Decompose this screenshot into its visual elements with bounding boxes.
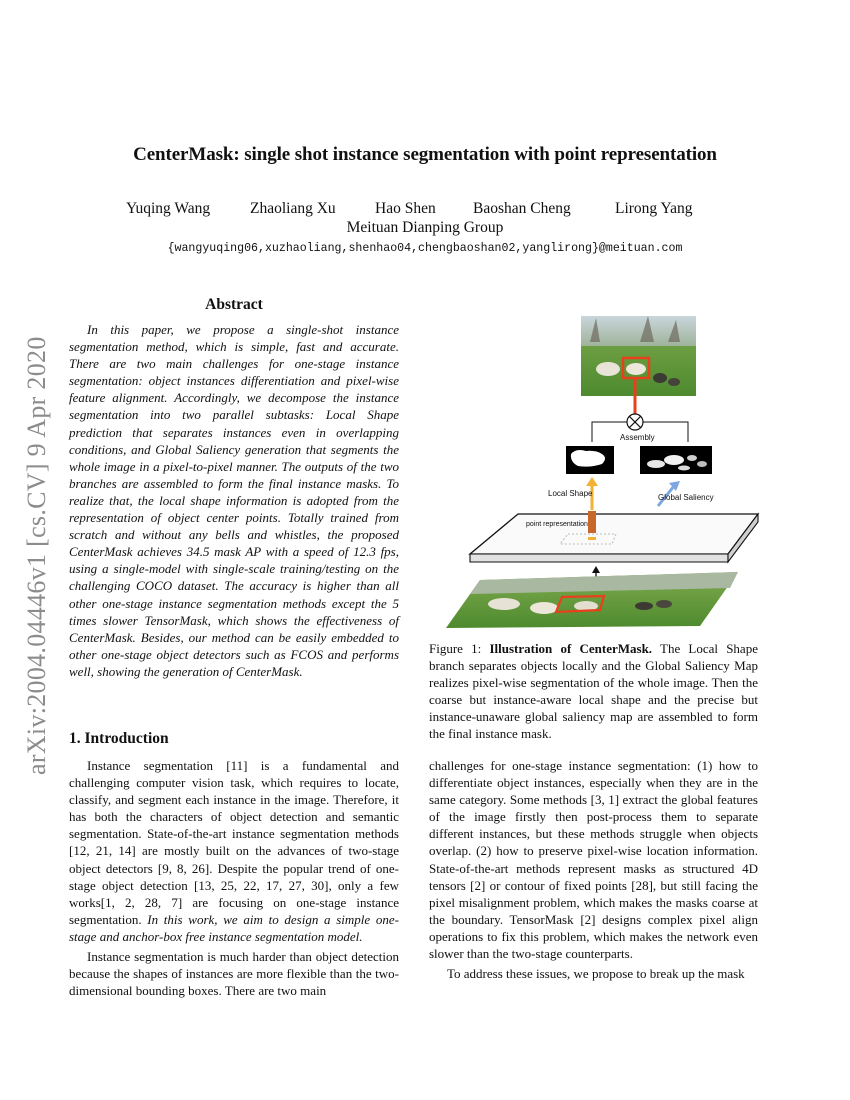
intro-p1-emphasis: In this work, we aim to design a simple one-stage and anchor-box free instance segmentation model. <box>69 911 399 944</box>
author-emails: {wangyuqing06,xuzhaoliang,shenhao04,chengbaoshan02,yanglirong}@meituan.com <box>167 242 683 255</box>
centermask-diagram <box>440 312 760 632</box>
intro-paragraph-2: Instance segmentation is much harder than object detection because the shapes of instances are more flexible than the two-dimensional bounding boxes. There are two main <box>69 949 399 999</box>
author-name: Lirong Yang <box>615 200 693 217</box>
figure-1-caption <box>429 640 758 743</box>
author-name: Zhaoliang Xu <box>250 200 336 217</box>
local-shape-mask <box>566 446 614 474</box>
input-image-bottom <box>446 572 738 628</box>
right-column-body <box>429 757 758 982</box>
local-shape-label: Local Shape <box>548 489 593 498</box>
section-heading-introduction: 1. Introduction <box>69 730 169 747</box>
author-name: Hao Shen <box>375 200 436 217</box>
branch-arrows <box>548 477 714 510</box>
author-name: Baoshan Cheng <box>473 200 571 217</box>
caption-text: The Local Shape branch separates objects locally and the Global Saliency Map realizes pixel-wise segmentation of the whole image. Then the coarse but instance-aware local shape and the precise but instance-unaware global saliency map are assembled to form the final instance mask. <box>429 641 758 742</box>
input-image-top <box>581 316 696 396</box>
introduction-body <box>69 757 399 999</box>
right-paragraph-2: To address these issues, we propose to break up the mask <box>447 966 745 982</box>
arxiv-side-stamp: arXiv:2004.04446v1 [cs.CV] 9 Apr 2020 <box>22 336 51 775</box>
caption-prefix: Figure 1: <box>429 641 490 656</box>
paper-title: CenterMask: single shot instance segmentation with point representation <box>133 144 717 165</box>
global-saliency-map <box>640 446 712 474</box>
assembly-label: Assembly <box>620 433 655 442</box>
global-saliency-label: Global Saliency <box>658 493 714 502</box>
point-representation-label: point representation <box>526 521 588 528</box>
affiliation: Meituan Dianping Group <box>346 219 504 236</box>
abstract-heading: Abstract <box>205 296 263 313</box>
intro-p1-text: Instance segmentation [11] is a fundamental and challenging computer vision task, which requires to locate, classify, and segment each instance in the image. Therefore, it has both the characters of object detection and semantic segmentation. State-of-the-art instance segmentation methods [12, 21, 14] are mostly built on the advances of two-stage object detectors [9, 8, 26]. Despite the popular trend of one-stage object detection [13, 25, 22, 17, 27, 30], only a few works[1, 2, 28, 7] are focusing on one-stage instance segmentation. <box>69 758 399 927</box>
feature-plane <box>470 511 758 562</box>
caption-title: Illustration of CenterMask. <box>489 641 653 656</box>
author-name: Yuqing Wang <box>126 200 211 217</box>
figure-1-illustration <box>440 312 760 632</box>
abstract-text: In this paper, we propose a single-shot instance segmentation method, which is simple, fast and accurate. There are two main challenges for one-stage instance segmentation: object instances differentiation and pixel-wise feature alignment. Accordingly, we decompose the instance segmentation into two parallel subtasks: Local Shape prediction that separates instances even in overlapping conditions, and Global Saliency generation that segments the whole image in a pixel-to-pixel manner. The outputs of the two branches are assembled to form the final instance masks. To realize that, the local shape information is adopted from the representation of object center points. Totally trained from scratch and without any bells and whistles, the proposed CenterMask achieves 34.5 mask AP with a speed of 12.3 fps, using a single-model with single-scale training/testing on the challenging COCO dataset. The accuracy is higher than all other one-stage instance segmentation methods except the 5 times slower TensorMask, which shows the effectiveness of CenterMask. Besides, our method can be easily embedded to other one-stage object detectors such as FCOS and performs well, showing the generation of CenterMask. <box>69 322 399 679</box>
intro-paragraph-1 <box>69 757 399 945</box>
right-paragraph-1: challenges for one-stage instance segmentation: (1) how to differentiate object instances, especially when they are in the same category. Some methods [3, 1] extract the global features of the image firstly then post-process them to separate different instances, but these methods struggle when objects overlap. (2) how to preserve pixel-wise location information. State-of-the-art methods represent masks as structured 4D tensors [2] or contour of fixed points [28], but still facing the pixel misalignment problem, which makes the masks coarse at the boundary. TensorMask [2] designs complex pixel align operations to fix this problem, which makes the network even slower than the two-stage counterparts. <box>429 758 758 962</box>
